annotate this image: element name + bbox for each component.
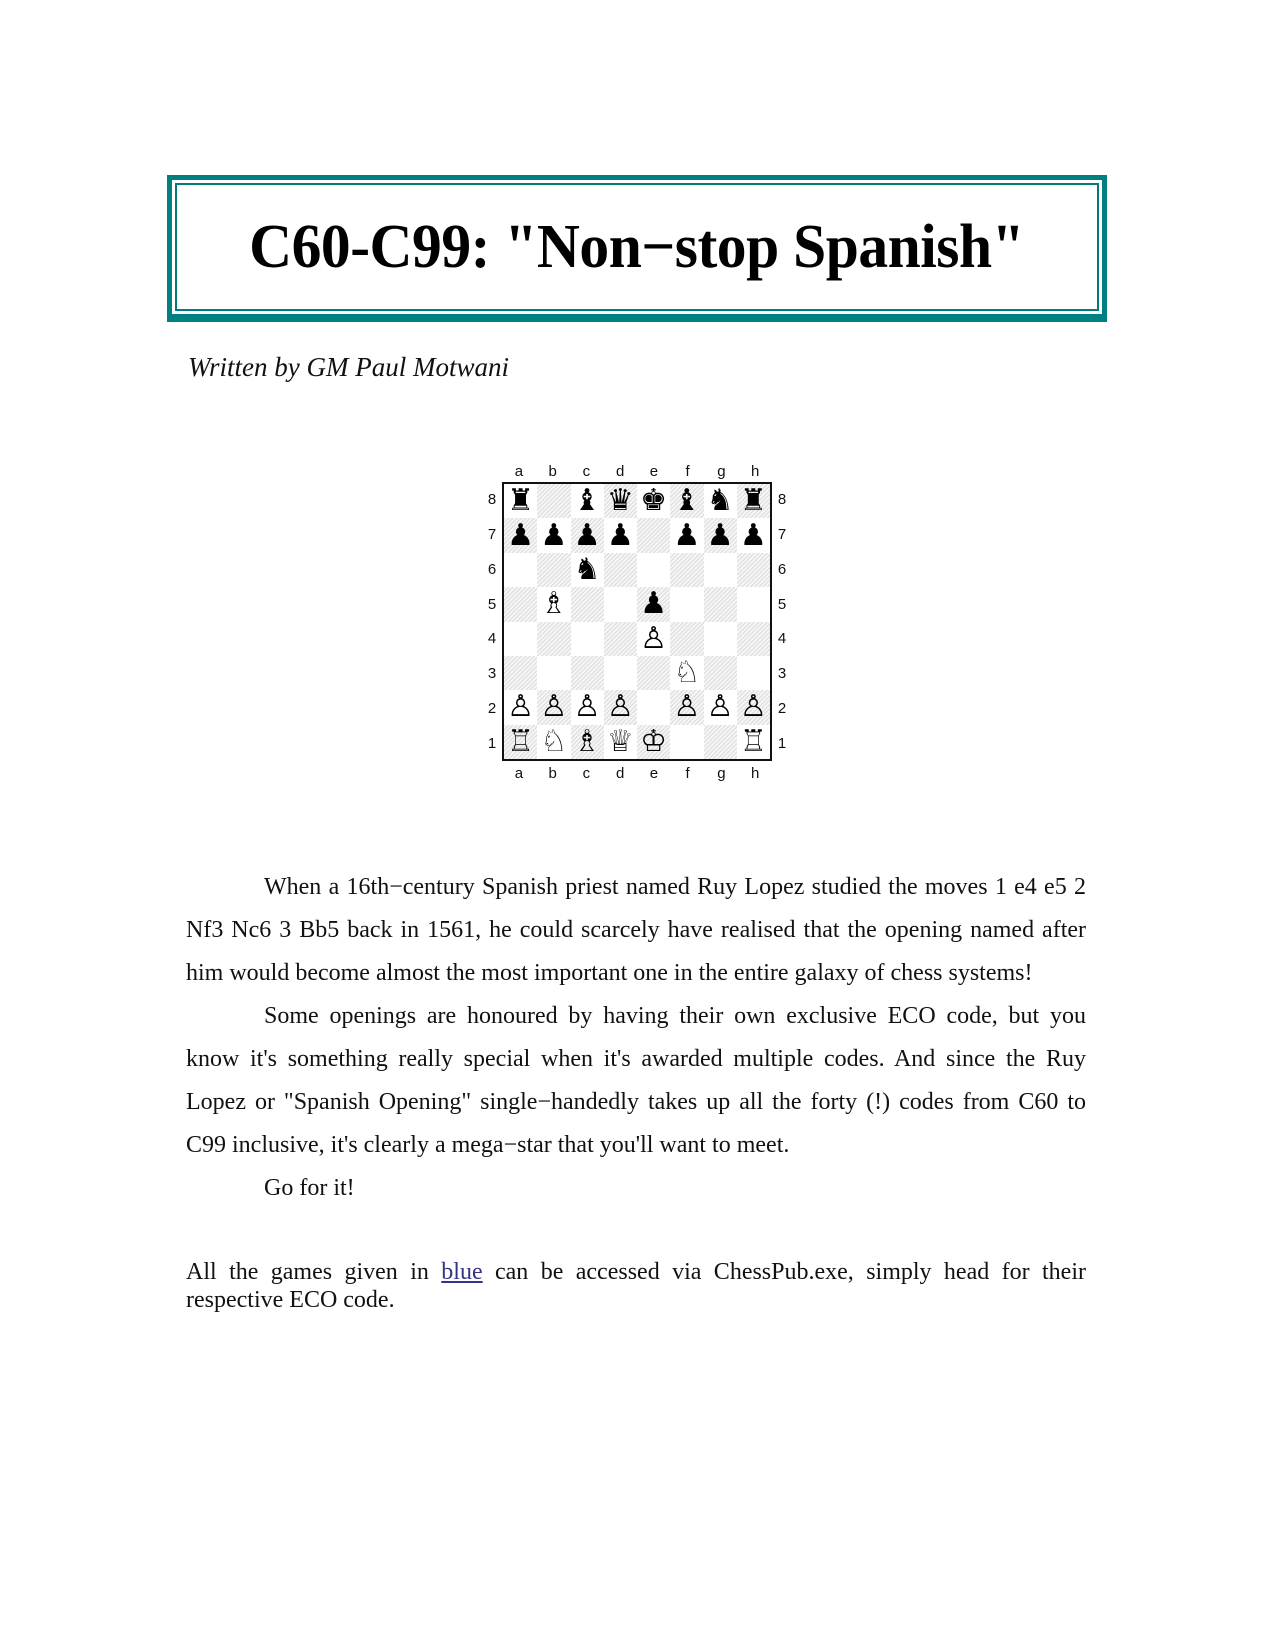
rank-label: 1 xyxy=(487,735,497,753)
square-d3 xyxy=(604,656,637,690)
file-label: h xyxy=(750,765,760,782)
square-f7: ♟ xyxy=(670,518,703,552)
rank-labels-right xyxy=(772,482,792,761)
square-c7: ♟ xyxy=(571,518,604,552)
file-label: g xyxy=(717,765,726,782)
square-h2: ♙ xyxy=(737,690,770,724)
rank-label: 2 xyxy=(777,700,787,718)
square-e1: ♔ xyxy=(637,725,670,759)
square-h8: ♜ xyxy=(737,484,770,518)
page-title: C60-C99: "Non−stop Spanish" xyxy=(249,212,1025,281)
square-f8: ♝ xyxy=(670,484,703,518)
square-c8: ♝ xyxy=(571,484,604,518)
file-label: d xyxy=(615,463,625,480)
square-h1: ♖ xyxy=(737,725,770,759)
file-label: b xyxy=(548,765,557,782)
square-e5: ♟ xyxy=(637,587,670,621)
square-b4 xyxy=(537,622,570,656)
rank-label: 5 xyxy=(777,595,787,613)
square-h4 xyxy=(737,622,770,656)
file-label: e xyxy=(649,463,659,480)
square-g2: ♙ xyxy=(704,690,737,724)
square-g1 xyxy=(704,725,737,759)
paragraph-intro: When a 16th−century Spanish priest named Ruy Lopez studied the moves 1 e4 e5 2 Nf3 Nc6 3 Bb5 back in 1561, he could scarcely have realised that the opening named after him would become almost the most important one in the entire galaxy of chess systems! xyxy=(186,874,1086,986)
rank-labels-left xyxy=(482,482,502,761)
square-d8: ♛ xyxy=(604,484,637,518)
square-a5 xyxy=(504,587,537,621)
rank-label: 6 xyxy=(487,560,497,578)
square-b8 xyxy=(537,484,570,518)
rank-label: 3 xyxy=(777,665,787,683)
square-c3 xyxy=(571,656,604,690)
file-label: d xyxy=(615,765,625,782)
square-g7: ♟ xyxy=(704,518,737,552)
square-g4 xyxy=(704,622,737,656)
paragraph-eco-codes: Some openings are honoured by having their own exclusive ECO code, but you know it's something really special when it's awarded multiple codes. And since the Ruy Lopez or "Spanish Opening" single−handedly takes up all the forty (!) codes from C60 to C99 inclusive, it's clearly a mega−star that you'll want to meet. xyxy=(186,1003,1086,1158)
square-f2: ♙ xyxy=(670,690,703,724)
rank-label: 7 xyxy=(487,525,497,543)
square-a7: ♟ xyxy=(504,518,537,552)
square-d1: ♕ xyxy=(604,725,637,759)
square-a1: ♖ xyxy=(504,725,537,759)
chess-board xyxy=(502,482,772,761)
square-e8: ♚ xyxy=(637,484,670,518)
file-label: h xyxy=(750,463,760,480)
square-a3 xyxy=(504,656,537,690)
note-text-after: can be accessed via ChessPub.exe, simply head for their respective ECO code. xyxy=(186,1259,1086,1313)
square-h3 xyxy=(737,656,770,690)
author-byline: Written by GM Paul Motwani xyxy=(188,352,509,382)
title-frame-inner xyxy=(175,183,1099,311)
rank-label: 4 xyxy=(777,630,787,648)
rank-label: 4 xyxy=(487,630,497,648)
square-b5: ♗ xyxy=(537,587,570,621)
rank-label: 1 xyxy=(777,735,787,753)
square-h5 xyxy=(737,587,770,621)
square-e7 xyxy=(637,518,670,552)
square-e4: ♙ xyxy=(637,622,670,656)
square-a4 xyxy=(504,622,537,656)
square-h6 xyxy=(737,553,770,587)
square-a2: ♙ xyxy=(504,690,537,724)
file-label: f xyxy=(685,765,690,782)
square-f5 xyxy=(670,587,703,621)
title-frame xyxy=(167,175,1107,322)
square-c4 xyxy=(571,622,604,656)
square-c2: ♙ xyxy=(571,690,604,724)
rank-label: 7 xyxy=(777,525,787,543)
square-c6: ♞ xyxy=(571,553,604,587)
square-b1: ♘ xyxy=(537,725,570,759)
square-f6 xyxy=(670,553,703,587)
paragraph-go-for-it: Go for it! xyxy=(264,1175,355,1201)
square-d2: ♙ xyxy=(604,690,637,724)
square-b3 xyxy=(537,656,570,690)
square-d6 xyxy=(604,553,637,587)
file-label: g xyxy=(717,463,726,480)
square-c5 xyxy=(571,587,604,621)
rank-label: 5 xyxy=(487,595,497,613)
article-body xyxy=(186,866,1086,1210)
square-f1 xyxy=(670,725,703,759)
file-label: c xyxy=(582,765,591,782)
chess-diagram xyxy=(470,455,800,785)
square-d7: ♟ xyxy=(604,518,637,552)
square-h7: ♟ xyxy=(737,518,770,552)
square-c1: ♗ xyxy=(571,725,604,759)
square-g5 xyxy=(704,587,737,621)
file-label: f xyxy=(685,463,690,480)
square-b6 xyxy=(537,553,570,587)
square-g8: ♞ xyxy=(704,484,737,518)
square-a8: ♜ xyxy=(504,484,537,518)
square-b7: ♟ xyxy=(537,518,570,552)
rank-label: 6 xyxy=(777,560,787,578)
square-f3: ♘ xyxy=(670,656,703,690)
square-e3 xyxy=(637,656,670,690)
square-d4 xyxy=(604,622,637,656)
rank-label: 2 xyxy=(487,700,497,718)
note-text-before: All the games given in xyxy=(186,1259,442,1285)
file-labels-bottom xyxy=(502,765,772,782)
file-label: a xyxy=(514,463,524,480)
square-g3 xyxy=(704,656,737,690)
square-f4 xyxy=(670,622,703,656)
square-g6 xyxy=(704,553,737,587)
blue-link[interactable]: blue xyxy=(441,1259,483,1285)
square-e2 xyxy=(637,690,670,724)
rank-label: 8 xyxy=(487,490,497,508)
rank-label: 8 xyxy=(777,490,787,508)
square-d5 xyxy=(604,587,637,621)
square-b2: ♙ xyxy=(537,690,570,724)
square-e6 xyxy=(637,553,670,587)
file-label: e xyxy=(649,765,659,782)
file-labels-top xyxy=(502,463,772,480)
square-a6 xyxy=(504,553,537,587)
rank-label: 3 xyxy=(487,665,497,683)
chesspub-note xyxy=(186,1258,1086,1314)
file-label: b xyxy=(548,463,557,480)
file-label: c xyxy=(582,463,591,480)
file-label: a xyxy=(514,765,524,782)
